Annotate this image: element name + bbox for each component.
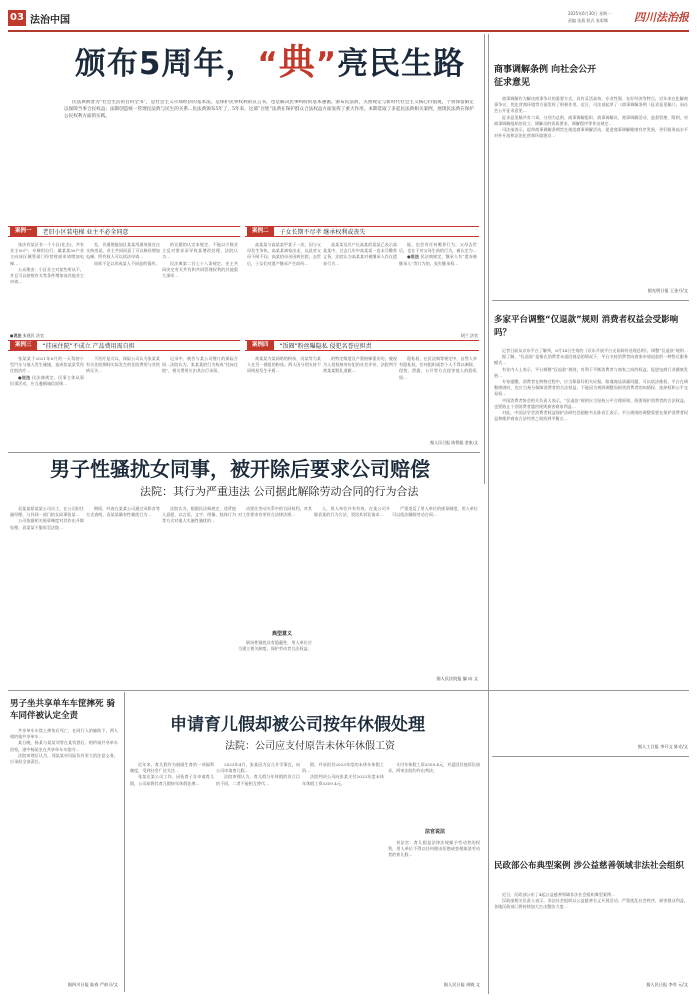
case-4-bar	[245, 340, 479, 351]
story2-subtitle: 法院：其行为严重违法 公司据此解除劳动合同的行为合法	[140, 485, 419, 498]
story2-body-1: 袁某某原某某公司员工，在公司担任副经理，与其同一部门的女同事张某… 公司依据相关规章制度对其作出开除处理，袁某某不服诉至法院…	[10, 506, 84, 530]
case-1-byline-text: 张燕民 法官	[22, 333, 45, 338]
case-1-byline: ●说法 张燕民 法官	[10, 333, 45, 338]
case-2-body-c: 能，也会有任何赡养行为，父母去世后，也在于对父母生前的行为，被认定为… ●说法 民法典规定，继承人有“遗弃被继承人”等行为的，丧失继承权…	[399, 242, 477, 266]
sidebar-1-title: 商事调解条例 向社会公开征求意见	[494, 65, 597, 88]
case-4-title: “饭圈”粉丝曝隐私 侵犯名誉应担责	[279, 343, 372, 350]
sidebar-2-body: 记者日前从京东平台了解到，8月14日生效的《京东开放平台交易纠纷处理总则》，调整“仅退款”规则… 据了解，“仅退款”是指在消费者未退回商品的情况下，平台支持消费者向商家申请退款的一种售后服务模式… 有业内人士表示，平台调整“仅退款”规则，有利于平衡消费者与商家之间的权益，促进电商行业健康发展… 专家提醒，消费者在购物过程中，应当保留好相关证据，如遇商品质量问题，可以依法维权。平台在调整规则时，也应当充分保障消费者的合法权益，不能因为规则调整而损害消费者的知情权、选择权和公平交易权… 中国消费者协会相关负责人表示，“仅退款”规则应当坚持公平合理原则，既要保护消费者的合法权益，也要防止个别消费者滥用规则损害商家利益… 对此，中国法学会消费者权益保护法研究会副秘书长陈音江表示，平台规则的调整需要在保护消费者权益和维护商家合法经营之间找到平衡点…	[494, 348, 688, 422]
title-quote-close: ”	[315, 46, 338, 82]
story3-body-4b: 刘法官：育儿假是法律法规赋予劳动者的权利，用人单位不得以任何理由拒绝或变相取消劳动者的育儿假…	[388, 840, 480, 858]
case-3-body-b: 不治疗是可以，保险公司认为张某某有关住院期间实际发生的住院费用与其疾病无关…	[86, 356, 160, 374]
story4-byline: 据四川日报 陆春 严前旦/文	[67, 982, 118, 987]
case-1-body-b: 室，肯通便能加区某某用通效准宣自支持房某，业主共同同意了可以修设增加电梯，所有权人可以依法申请… 同样不足以形成某人不同意的情形。	[86, 242, 160, 266]
story2-body-6: 人，用人单位并有有效，在某公司开除袁某的行为合法，驳回其诉讼请求…	[314, 506, 390, 518]
story3-subtitle: 法院：公司应支付原告未休年休假工资	[225, 741, 395, 752]
main-right-divider	[484, 34, 485, 484]
case-4-body-c: 隐私权，在民法典等规定中，自然人享有隐私权，任何组织或者个人不得以刺探、侵扰、泄露、公开等方式侵害他人的隐私权…	[399, 356, 477, 380]
story2-body-4: 动要比劳动关系中的合同权利，对其对工作要求有更符合法律法规…	[238, 506, 312, 518]
case-4-byline: 据人民日报 陈智聪 金家/文	[430, 440, 478, 445]
sidebar-divider-1	[492, 300, 689, 301]
case-2-title: 子女长期不尽孝 继承权利或丧失	[279, 229, 366, 236]
case-1-tag: 案例一	[10, 227, 37, 236]
story4-title: 男子坐共享单车车筐摔死 骑车同伴被认定全责	[10, 699, 115, 721]
title-suffix: 亮民生路	[337, 46, 466, 82]
story3-body-4a: 支付年休假工资3359.4元，并返回其他诉讼请求，两审法院均作出判决。	[388, 762, 480, 774]
case-2-byline: 胡兰 法官	[460, 333, 478, 338]
story2-byline: 据人民法院报 编 向 文	[436, 676, 478, 681]
case-3-body: 张某某于2021年8月的一天驾驶小型汽车与他人发生碰撞，造成张某某受伤住院治疗… ●说法 民法典规定，民事主体从事民事活动，应当遵循诚信原则…	[10, 356, 84, 386]
main-intro: 民法典被誉为“社会生活的百科全书”，是社会主义市场经济的基本法，是保护民事权利的宣言书，也是解决民事纠纷的基本遵循。颁布民法典，关照规定与新时代社会主义核心价值观，个别保留限定以保障当事合民权益；法制创造统一管理民法典与民生的关系...民法典颁布5年了，5年来，这部“百姓”法典在保护群众合法权益方面发挥了重大作用。本期选取了多起民法典相关案例，展现民法典在保护公民权利方面的实践。	[64, 100, 474, 119]
case-4-body: 黄某某为某网络的粉丝，河某等为某人在另一群组的粉丝。两人因分别支持不同明星发生矛盾…	[247, 356, 321, 374]
story4-body: 共享单车车筐上摔伤后死亡，在同行人的辅助下，两人相约骑共享单车… 某日晚，杨某与某某刘等在某饮酒后，相约骑共享单车回家，途中杨某坐在共享单车车筐内… 法院审理后认为，刘某某对风险负有更大的注意义务，应承担全部责任。	[10, 728, 118, 765]
story3-title: 申请育儿假却被公司按年休假处理	[170, 715, 425, 735]
story3-body-2: 2023年4月，张某因为女儿升学事宜，向公司申请育儿假… 法院审理认为，育儿假与年休假的设立目的不同，二者不能相互替代…	[216, 762, 300, 786]
case-1-body-c: 的议题的认定本规定，不能以少数业主反对要求而导致某增改处理，法院认为… 民法典第二百七十八条规定，业主共同决定有关共有和共同管理权利的其他重大事项…	[162, 242, 238, 279]
sidebar-3-byline: 据人民日报 李有 元/文	[646, 982, 688, 987]
story2-caption: 典型意义	[271, 631, 292, 637]
story3-caption: 法官说法	[424, 829, 445, 835]
story2-body-3: 法院认为，根据民法典规定，违背他人意愿，以言语、文字、图像、肢体行为等方式对他人实施性骚扰的…	[162, 506, 236, 524]
section-divider-1	[8, 452, 480, 453]
case-2-body-b: 高某某及其户长高某的某某乙表示高某某中，过去几年中高某某一直未尽赡养义务，法院认为高某某对被继承人存在遗弃行为…	[323, 242, 397, 266]
case-1-body: 张庆有某区有一个小区(化名)，共有业主50户，专梯用自行，属某某50户业主向该区城管部门经营财部申请增加电梯… 公众理由：小区业主对某些所从不，并且可以按照有关等条件增加该其他业主申请…	[10, 242, 84, 285]
story3-byline: 据人民日报 周晓 文	[443, 982, 480, 987]
story2-title: 男子性骚扰女同事，被开除后要求公司赔偿	[50, 457, 430, 481]
title-quote-open: “	[257, 46, 279, 82]
sidebar-3-body: 近日，民政部公布了4起公益慈善领域非法社会组织典型案例… 民政部相关负责人表示，非法社会组织以公益慈善名义开展活动，严重扰乱社会秩序，损害群众利益，各地民政部门将持续加大打击整治力度…	[494, 892, 688, 910]
case-3-tag: 案例三	[10, 341, 37, 350]
story2-body-5: 职场性骚扰具有隐蔽性，用人单位应当建立相关制度，保护劳动者合法权益。	[238, 640, 312, 652]
main-title	[60, 40, 480, 90]
sidebar-2-byline: 据人工日报 李开文 陈光/文	[637, 744, 688, 749]
sidebar-2-title: 多家平台调整“仅退款”规则 消费者权益会受影响吗？	[494, 315, 679, 338]
case-4-tag: 案例四	[247, 341, 274, 350]
case-3-bar	[8, 340, 240, 351]
case-3-body-c: 记录中，被告与某公司签订的保险合同…法院认为，张某某的行为构成“挂床住院”，相关费用应由其自行承担。	[162, 356, 238, 374]
sidebar-1-body: 商事调解作为解决商事争议的重要方式，具有灵活高效、专业性强、友好经济等特点，近年来在化解商事争议、优化营商环境等方面发挥了积极作用。近日，司法部起草了《商事调解条例（征求意见稿）》，向社会公开征求意见… 征求意见稿共有六章，分别为总则、商事调解组织、商事调解员、商事调解活动、监督管理、附则，对商事调解组织的设立、调解员的资质要求、调解程序等作出规定… 司法部表示，起草商事调解条例旨在规范商事调解活动，促进商事调解健康有序发展，更好服务高水平对外开放和法治化营商环境建设…	[494, 96, 688, 139]
case-4-body-b: 的特定维度及产重格梯重业的，被视为人侵权格身份犯的社会评价，法院判令黄某某赔礼道歉…	[323, 356, 397, 374]
case-2-bar	[245, 226, 479, 237]
case-2-body: 高某某与高某某甲某于一次，因与父母发生争执，高某某离家出走，以此对父母不闻不问。高某的母亲因病住院，去世后，子女们对遗产继承产生纠纷…	[247, 242, 321, 266]
title-prefix: 颁布5周年，	[74, 46, 258, 82]
case-1-bar	[8, 226, 240, 237]
page-number: 03	[8, 10, 26, 26]
sidebar-3-title: 民政部公布典型案例 涉公益慈善领域非法社会组织	[494, 861, 684, 871]
issue-date: 2025年6月30日 星期一	[568, 11, 612, 16]
page-header	[8, 8, 689, 30]
editor-credit: 责编 张燕 版式 张彩娜	[568, 18, 608, 23]
sidebar-divider	[488, 34, 489, 994]
case-2-tag: 案例二	[247, 227, 274, 236]
title-highlight: 典	[278, 42, 316, 83]
sidebar-1-byline: 据光明日报 王金月/文	[647, 288, 688, 293]
newspaper-logo: 四川法治报	[634, 11, 689, 24]
story4-divider	[124, 692, 125, 992]
story3-body-1: 近年来，育儿假作为鼓励生育的一项福利制度，受到社会广泛关注… 张某在某公司工作，因抚育子女申请育儿假，公司却将其育儿假按年休假处理…	[130, 762, 214, 786]
story3-body-3: 假，并承担其2023年度的未休年休假工资… 法院判决公司向张某支付2023年度未休年休假工资3359.4元。	[302, 762, 384, 786]
case-1-title: 老旧小区装电梯 业主不必全同意	[42, 229, 129, 236]
story2-body-7: 严重违反了用人单位的规章制度，用人单位可以依法解除劳动合同…	[392, 506, 478, 518]
section-name: 法治中国	[30, 15, 70, 26]
story2-body-2: 期间，经查在某某公司通过录影音等方式查明，袁某某确有性骚扰行为…	[86, 506, 160, 518]
header-rule	[8, 30, 689, 32]
sidebar-divider-2	[492, 756, 689, 757]
case-3-title: “挂床住院”不成立 产品费用需自担	[42, 343, 135, 350]
